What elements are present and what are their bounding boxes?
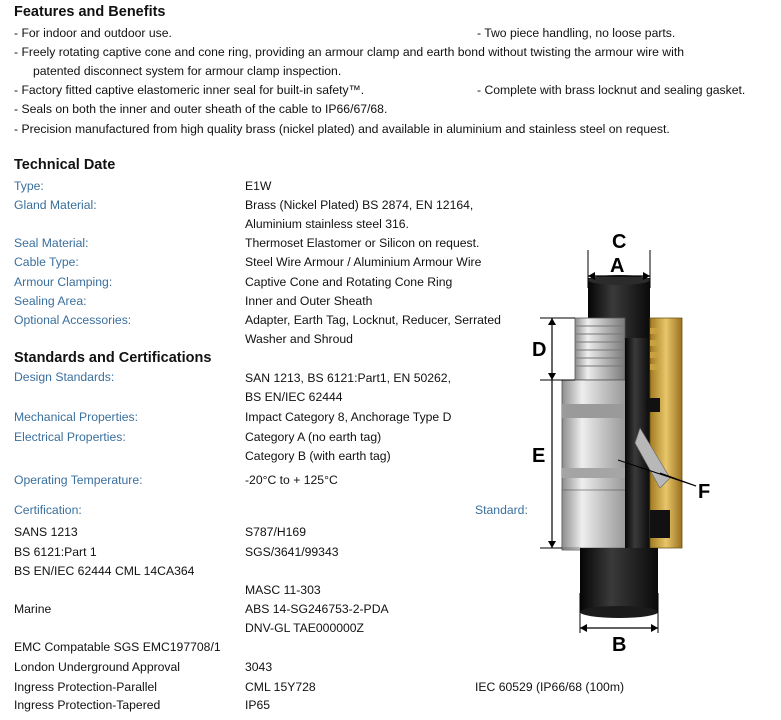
tech-value: Adapter, Earth Tag, Locknut, Reducer, Serrated [245, 313, 501, 327]
tech-value: Thermoset Elastomer or Silicon on request. [245, 236, 480, 250]
features-heading: Features and Benefits [14, 4, 166, 20]
tech-label: Gland Material: [14, 198, 97, 212]
dim-label-b: B [612, 634, 627, 656]
dim-label-f: F [698, 481, 711, 503]
cert-name: Marine [14, 602, 52, 616]
cable-bottom [580, 548, 658, 613]
tech-label: Armour Clamping: [14, 275, 113, 289]
tech-label: Optional Accessories: [14, 313, 132, 327]
certification-label: Certification: [14, 503, 82, 517]
standards-value: Category B (with earth tag) [245, 449, 391, 463]
cert-value: IP65 [245, 698, 271, 712]
standards-label: Design Standards: [14, 370, 115, 384]
cert-value: S787/H169 [245, 525, 306, 539]
dim-label-c: C [612, 231, 627, 253]
tech-value: Inner and Outer Sheath [245, 294, 373, 308]
cert-name: BS 6121:Part 1 [14, 545, 97, 559]
dim-label-d: D [532, 339, 547, 361]
cert-name: London Underground Approval [14, 660, 181, 674]
tech-value: Washer and Shroud [245, 332, 353, 346]
tech-label: Seal Material: [14, 236, 89, 250]
cert-value: 3043 [245, 660, 273, 674]
tech-value: E1W [245, 179, 272, 193]
feature-item: - For indoor and outdoor use. [14, 26, 172, 40]
cert-value: MASC 11-303 [245, 583, 321, 597]
tech-value: Brass (Nickel Plated) BS 2874, EN 12164, [245, 198, 474, 212]
feature-item: - Precision manufactured from high quality brass (nickel plated) and available in aluminium and stainless steel on request. [14, 122, 670, 136]
tech-label: Sealing Area: [14, 294, 87, 308]
standards-value: Impact Category 8, Anchorage Type D [245, 410, 452, 424]
feature-item: - Two piece handling, no loose parts. [477, 26, 676, 40]
standards-label: Electrical Properties: [14, 430, 126, 444]
cert-name: Ingress Protection-Parallel [14, 680, 157, 694]
cert-name: SANS 1213 [14, 525, 78, 539]
standards-label: Operating Temperature: [14, 473, 143, 487]
tech-value: Captive Cone and Rotating Cone Ring [245, 275, 453, 289]
standards-label: Mechanical Properties: [14, 410, 138, 424]
cert-name: Ingress Protection-Tapered [14, 698, 161, 712]
standards-value: BS EN/IEC 62444 [245, 390, 343, 404]
standards-value: Category A (no earth tag) [245, 430, 382, 444]
technical-heading: Technical Date [14, 157, 116, 173]
feature-item: - Factory fitted captive elastomeric inner seal for built-in safety™. [14, 83, 365, 97]
tech-value: Aluminium stainless steel 316. [245, 217, 409, 231]
cert-value: CML 15Y728 [245, 680, 316, 694]
feature-item: - Seals on both the inner and outer sheath of the cable to IP66/67/68. [14, 102, 388, 116]
feature-item: - Freely rotating captive cone and cone ring, providing an armour clamp and earth bond without twisting the armour wire with [14, 45, 684, 59]
tech-label: Cable Type: [14, 255, 79, 269]
gland-entry-thread [575, 318, 625, 380]
cert-extra: IEC 60529 (IP66/68 (100m) [475, 680, 625, 694]
standards-value: -20°C to + 125°C [245, 473, 338, 487]
feature-item: patented disconnect system for armour clamp inspection. [33, 64, 342, 78]
standards-value: SAN 1213, BS 6121:Part1, EN 50262, [245, 371, 451, 385]
dim-label-a: A [610, 255, 625, 277]
dim-label-e: E [532, 445, 546, 467]
cert-value: ABS 14-SG246753-2-PDA [245, 602, 389, 616]
cable-gland-diagram [500, 228, 740, 658]
tech-label: Type: [14, 179, 44, 193]
standard-label: Standard: [475, 503, 528, 517]
cert-name: EMC Compatable SGS EMC197708/1 [14, 640, 221, 654]
standards-heading: Standards and Certifications [14, 350, 212, 366]
cert-value: SGS/3641/99343 [245, 545, 339, 559]
cert-name: BS EN/IEC 62444 CML 14CA364 [14, 564, 195, 578]
tech-value: Steel Wire Armour / Aluminium Armour Wire [245, 255, 482, 269]
cert-value: DNV-GL TAE000000Z [245, 621, 364, 635]
feature-item: - Complete with brass locknut and sealing gasket. [477, 83, 746, 97]
